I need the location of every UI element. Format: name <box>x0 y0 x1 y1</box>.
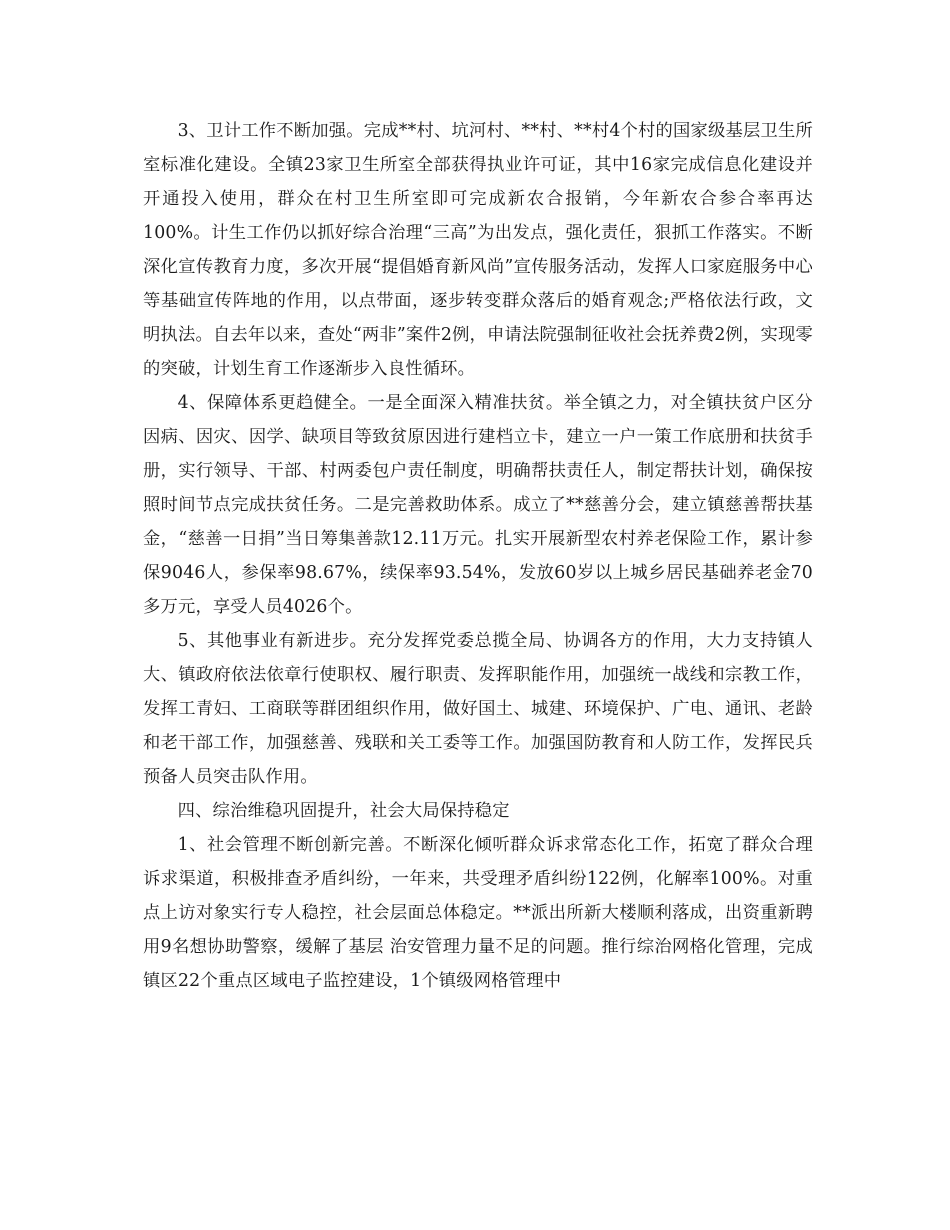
paragraph-social-security: 4、保障体系更趋健全。一是全面深入精准扶贫。举全镇之力，对全镇扶贫户区分因病、因灾、因学、缺项目等致贫原因进行建档立卡，建立一户一策工作底册和扶贫手册，实行领导、干部、村两委包户责任制度，明确帮扶责任人，制定帮扶计划，确保按照时间节点完成扶贫任务。二是完善救助体系。成立了**慈善分会，建立镇慈善帮扶基金，“慈善一日捐”当日筹集善款12.11万元。扎实开展新型农村养老保险工作，累计参保9046人，参保率98.67%，续保率93.54%，发放60岁以上城乡居民基础养老金70多万元，享受人员4026个。 <box>143 393 813 617</box>
section-heading-stability: 四、综治维稳巩固提升，社会大局保持稳定 <box>177 801 510 821</box>
paragraph-other-affairs: 5、其他事业有新进步。充分发挥党委总揽全局、协调各方的作用，大力支持镇人大、镇政府依法依章行使职权、履行职责、发挥职能作用，加强统一战线和宗教工作，发挥工青妇、工商联等群团组织作用，做好国土、城建、环境保护、广电、通讯、老龄和老干部工作，加强慈善、残联和关工委等工作。加强国防教育和人防工作，发挥民兵预备人员突击队作用。 <box>143 631 813 787</box>
document-body <box>143 114 813 998</box>
paragraph-health-family-planning: 3、卫计工作不断加强。完成**村、坑河村、**村、**村4个村的国家级基层卫生所室标准化建设。全镇23家卫生所室全部获得执业许可证，其中16家完成信息化建设并开通投入使用，群众在村卫生所室即可完成新农合报销，今年新农合参合率再达100%。计生工作仍以抓好综合治理“三高”为出发点，强化责任，狠抓工作落实。不断深化宣传教育力度，多次开展“提倡婚育新风尚”宣传服务活动，发挥人口家庭服务中心等基础宣传阵地的作用，以点带面，逐步转变群众落后的婚育观念;严格依法行政，文明执法。自去年以来，查处“两非”案件2例，申请法院强制征收社会抚养费2例，实现零的突破，计划生育工作逐渐步入良性循环。 <box>143 121 813 379</box>
paragraph-social-management: 1、社会管理不断创新完善。不断深化倾听群众诉求常态化工作，拓宽了群众合理诉求渠道，积极排查矛盾纠纷，一年来，共受理矛盾纠纷122例，化解率100%。对重点上访对象实行专人稳控，社会层面总体稳定。**派出所新大楼顺利落成，出资重新聘用9名想协助警察，缓解了基层 治安管理力量不足的问题。推行综治网格化管理，完成镇区22个重点区域电子监控建设，1个镇级网格管理中 <box>143 835 813 991</box>
